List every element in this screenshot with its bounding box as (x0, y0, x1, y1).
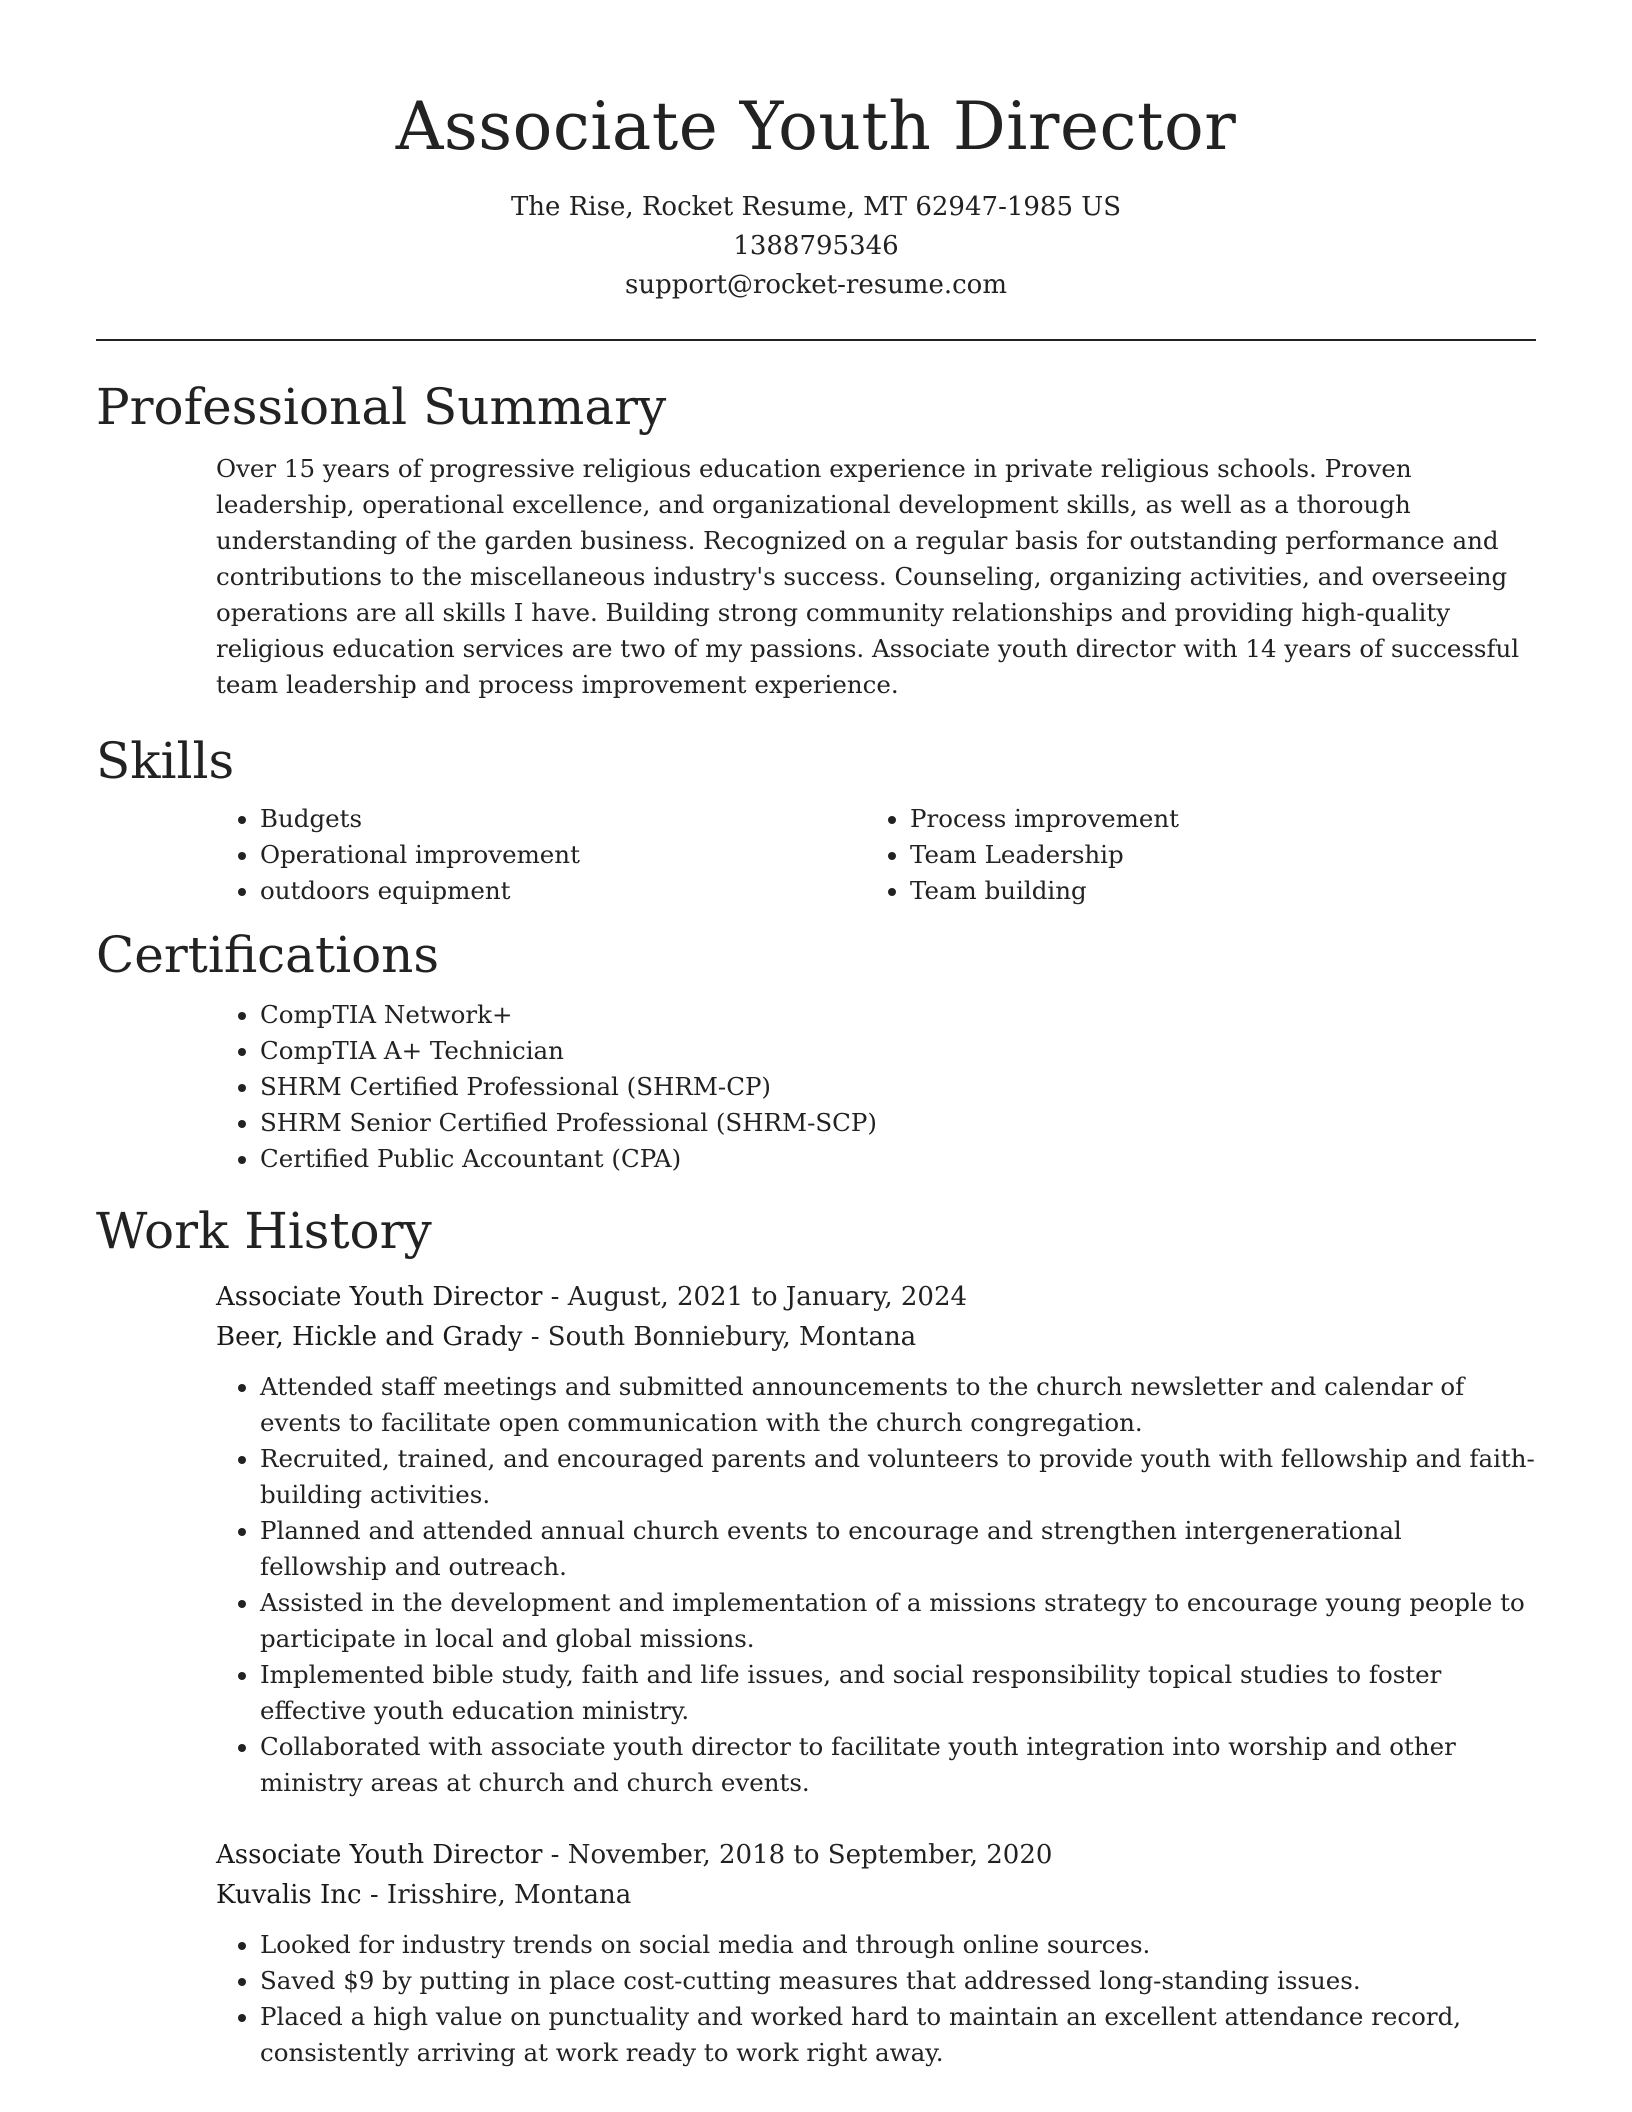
job-company-line (216, 1875, 1536, 1915)
job-dates: - August, 2021 to January, 2024 (542, 1282, 968, 1312)
job-bullet: • Saved $9 by putting in place cost-cutting measures that addressed long-standing issues. (260, 1963, 1536, 1999)
address: The Rise, Rocket Resume, MT 62947-1985 US (510, 192, 1122, 222)
skills-column-right (866, 801, 1516, 909)
certification-item: • SHRM Senior Certified Professional (SHRM-SCP) (260, 1105, 1536, 1141)
job-title: Associate Youth Director (216, 1840, 543, 1870)
email-address: support@rocket-resume.com (624, 270, 1007, 300)
section-skills (96, 729, 1536, 909)
job-company: Beer, Hickle and Grady (216, 1322, 523, 1352)
skill-item: • outdoors equipment (260, 873, 866, 909)
job-title-line (216, 1277, 1536, 1317)
job-title: Associate Youth Director (216, 1282, 543, 1312)
job-bullet: • Assisted in the development and implementation of a missions strategy to encourage young people to participate in local and global missions. (260, 1585, 1536, 1657)
candidate-name: Associate Youth Director (395, 88, 1237, 165)
job-bullet: • Implemented bible study, faith and life issues, and social responsibility topical studies to foster effective youth education ministry. (260, 1657, 1536, 1729)
contact-info (96, 188, 1536, 305)
job-bullet: • Placed a high value on punctuality and worked hard to maintain an excellent attendance record, consistently arriving at work ready to work right away. (260, 1999, 1536, 2071)
job-entry (216, 1277, 1536, 1801)
job-bullet: • Recruited, trained, and encouraged parents and volunteers to provide youth with fellowship and faith-building activities. (260, 1441, 1536, 1513)
job-bullet: • Attended staff meetings and submitted announcements to the church newsletter and calendar of events to facilitate open communication with the church congregation. (260, 1369, 1536, 1441)
job-bullet: • Planned and attended annual church events to encourage and strengthen intergenerational fellowship and outreach. (260, 1513, 1536, 1585)
certification-item: • SHRM Certified Professional (SHRM-CP) (260, 1069, 1536, 1105)
certification-item: • Certified Public Accountant (CPA) (260, 1141, 1536, 1177)
section-work-history (96, 1199, 1536, 2071)
section-title: Professional Summary (96, 378, 667, 436)
section-title: Skills (96, 732, 235, 790)
section-title: Certifications (96, 926, 440, 984)
skill-item: • Team building (910, 873, 1516, 909)
resume-header (96, 0, 1536, 305)
skill-item: • Process improvement (910, 801, 1516, 837)
job-location: - South Bonniebury, Montana (522, 1322, 917, 1352)
section-professional-summary (96, 375, 1536, 703)
skills-grid (216, 801, 1536, 909)
job-bullets (216, 1927, 1536, 2071)
certifications-list (216, 997, 1536, 1177)
summary-text: Over 15 years of progressive religious education experience in private religious schools. Proven leadership, operational excellence, and organizational development skills, as well as a thorough understanding of the garden business. Recognized on a regular basis for outstanding performance and contributions to the miscellaneous industry's success. Counseling, organizing activities, and overseeing operations are all skills I have. Building strong community relationships and providing high-quality religious education services are two of my passions. Associate youth director with 14 years of successful team leadership and process improvement experience. (216, 454, 1520, 699)
job-bullet: • Collaborated with associate youth director to facilitate youth integration into worship and other ministry areas at church and church events. (260, 1729, 1536, 1801)
job-location: - Irisshire, Montana (361, 1880, 632, 1910)
job-company-line (216, 1317, 1536, 1357)
job-dates: - November, 2018 to September, 2020 (542, 1840, 1053, 1870)
phone-number: 1388795346 (733, 231, 899, 261)
section-certifications (96, 923, 1536, 1177)
certification-item: • CompTIA A+ Technician (260, 1033, 1536, 1069)
skill-item: • Operational improvement (260, 837, 866, 873)
skill-item: • Team Leadership (910, 837, 1516, 873)
job-bullet: • Looked for industry trends on social media and through online sources. (260, 1927, 1536, 1963)
skills-column-left (216, 801, 866, 909)
job-title-line (216, 1835, 1536, 1875)
job-entry (216, 1835, 1536, 2071)
header-divider (96, 339, 1536, 341)
job-bullets (216, 1369, 1536, 1801)
resume-page (96, 0, 1536, 2071)
skill-item: • Budgets (260, 801, 866, 837)
section-title: Work History (96, 1202, 432, 1260)
certification-item: • CompTIA Network+ (260, 997, 1536, 1033)
job-company: Kuvalis Inc (216, 1880, 362, 1910)
